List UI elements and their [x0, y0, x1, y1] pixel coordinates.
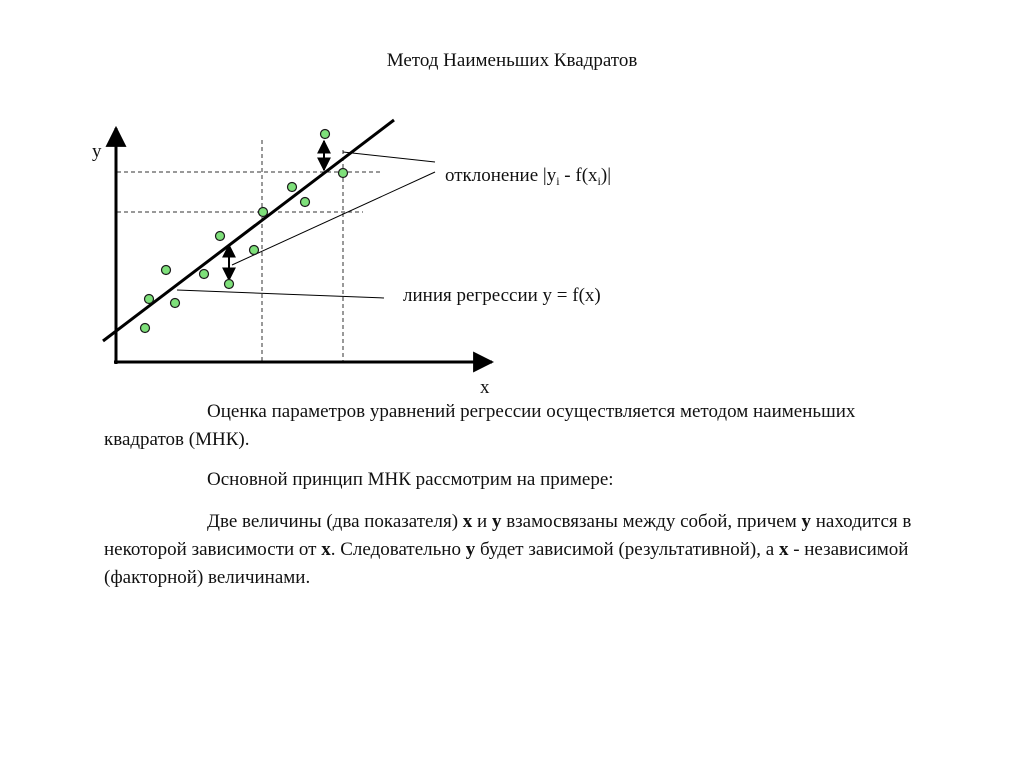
data-point	[162, 266, 171, 275]
data-point	[339, 169, 348, 178]
x-axis-label: x	[480, 377, 490, 398]
paragraph-variables: Две величины (два показателя) x и y взамосвязаны между собой, причем y находится в некоторой зависимости от x. Следовательно y будет зависимой (результативной), а x - независимой (факторной) величинами.	[104, 511, 912, 588]
data-point	[145, 295, 154, 304]
regression-callout-line	[177, 290, 384, 298]
data-point	[321, 130, 330, 139]
paragraph-principle: Основной принцип МНК рассмотрим на примере:	[207, 469, 614, 490]
deviation-callout-line-1	[343, 152, 435, 162]
data-point	[225, 280, 234, 289]
y-axis-label: y	[92, 141, 102, 162]
data-point	[141, 324, 150, 333]
data-point	[216, 232, 225, 241]
deviation-label: отклонение $|y_i - f(x_i)|$	[445, 165, 612, 188]
data-point	[288, 183, 297, 192]
data-point	[301, 198, 310, 207]
regression-line-label: линия регрессии y = f(x)	[403, 285, 601, 306]
data-point	[171, 299, 180, 308]
paragraph-method: Оценка параметров уравнений регрессии осуществляется методом наименьших квадратов (МНК).	[104, 401, 856, 450]
data-point	[200, 270, 209, 279]
slide-title: Метод Наименьших Квадратов	[386, 50, 638, 71]
data-point	[250, 246, 259, 255]
data-point	[259, 208, 268, 217]
data-points	[141, 130, 348, 333]
